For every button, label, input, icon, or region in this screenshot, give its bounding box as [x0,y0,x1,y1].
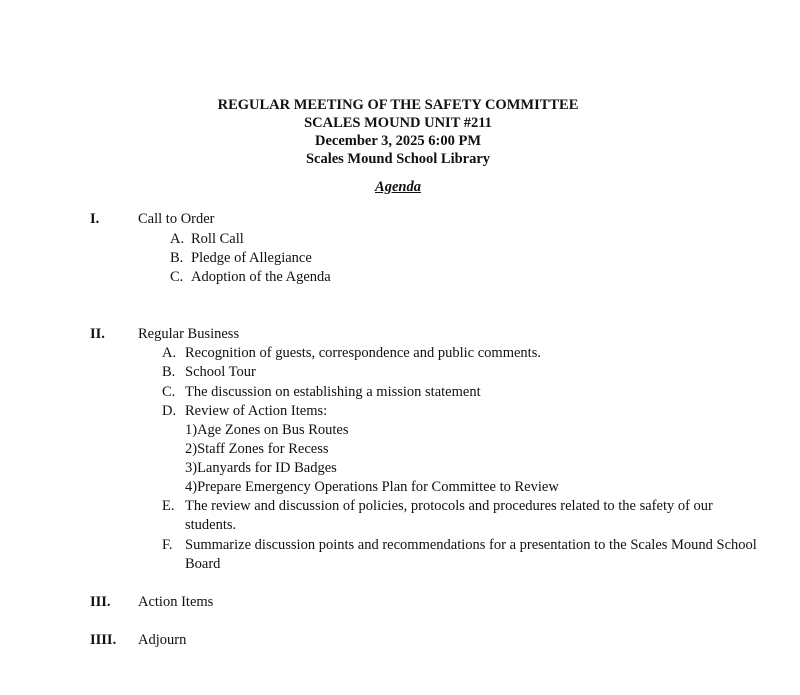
section-title-call-to-order: Call to Order [138,211,215,227]
header-date-time: December 3, 2025 6:00 PM [314,133,482,149]
item-summarize-cont: Board [185,556,221,572]
section-numeral: III. [90,594,111,610]
subitem-emergency-plan: 4)Prepare Emergency Operations Plan for Committee to Review [185,479,559,495]
item-school-tour: School Tour [185,364,256,380]
item-policies-review: The review and discussion of policies, protocols and procedures related to the safety of our [185,498,713,514]
item-adoption: Adoption of the Agenda [191,269,331,285]
item-letter: E. [162,498,175,514]
section-title-action-items: Action Items [138,594,214,610]
header-location: Scales Mound School Library [305,151,491,167]
section-numeral: II. [90,326,105,342]
item-pledge: Pledge of Allegiance [191,250,312,266]
item-letter: A. [162,345,177,361]
header-district: SCALES MOUND UNIT #211 [304,115,492,131]
subitem-lanyards: 3)Lanyards for ID Badges [185,460,337,476]
subitem-staff-zones: 2)Staff Zones for Recess [185,441,329,457]
item-letter: C. [162,384,176,400]
item-recognition: Recognition of guests, correspondence and public comments. [185,345,541,361]
subitem-age-zones: 1)Age Zones on Bus Routes [185,422,349,438]
item-letter: C. [170,269,184,285]
document-header [0,96,796,168]
section-title-adjourn: Adjourn [138,632,187,648]
item-mission-statement: The discussion on establishing a mission statement [185,384,481,400]
agenda-heading: Agenda [375,179,421,195]
header-meeting-title: REGULAR MEETING OF THE SAFETY COMMITTEE [217,97,579,113]
item-letter: A. [170,231,185,247]
item-letter: B. [170,250,184,266]
section-numeral: IIII. [90,632,117,648]
item-review-action-items: Review of Action Items: [185,403,328,419]
item-summarize: Summarize discussion points and recommendations for a presentation to the Scales Mound School [185,537,757,553]
section-numeral: I. [90,211,100,227]
item-letter: F. [162,537,173,553]
item-policies-review-cont: students. [185,517,237,533]
item-letter: D. [162,403,177,419]
item-roll-call: Roll Call [191,231,244,247]
item-letter: B. [162,364,176,380]
section-title-regular-business: Regular Business [138,326,240,342]
